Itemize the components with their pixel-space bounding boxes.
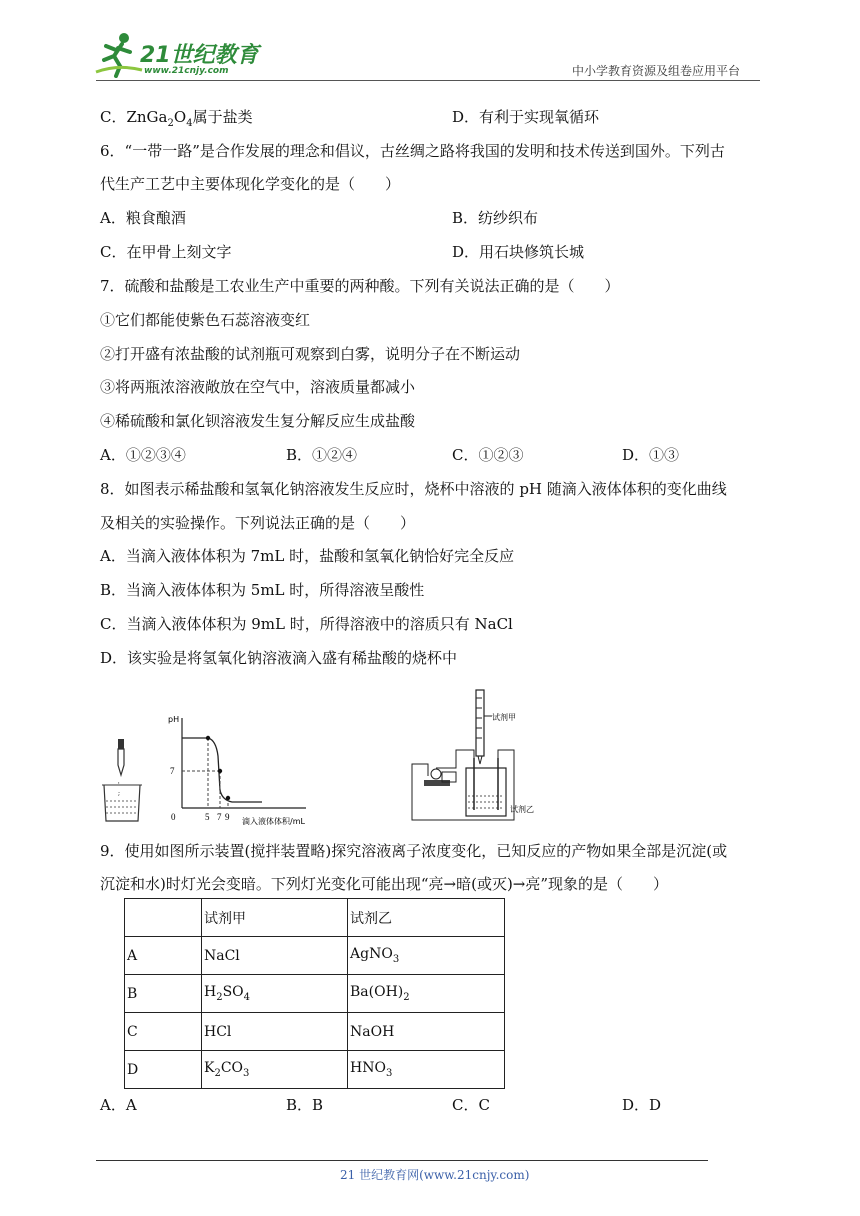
row-label: D	[125, 1051, 202, 1089]
footer-rule	[96, 1160, 708, 1161]
yi-cell: AgNO$_3$	[348, 937, 505, 975]
x-tick-5: 5	[205, 812, 210, 822]
x-tick-7: 7	[217, 812, 222, 822]
header-logo	[94, 30, 264, 80]
q6-option-b: B．纺纱织布	[452, 209, 539, 227]
table-header-cell: 试剂甲	[202, 899, 348, 937]
jia-cell: NaCl	[202, 937, 348, 975]
point-5ml	[206, 736, 210, 740]
table-row	[125, 937, 505, 975]
jia-cell: HCl	[202, 1013, 348, 1051]
row-label: C	[125, 1013, 202, 1051]
q7-option-a: A．①②③④	[100, 446, 186, 464]
footer-link[interactable]: 21 世纪教育网(www.21cnjy.com)	[340, 1168, 530, 1182]
reagent-yi-label: 试剂乙	[510, 805, 534, 814]
q8-option-c: C．当滴入液体体积为 9mL 时，所得溶液中的溶质只有 NaCl	[100, 615, 513, 633]
q8-stem-line2: 及相关的实验操作。下列说法正确的是（ ）	[100, 514, 416, 532]
q5-option-d: D．有利于实现氧循环	[452, 108, 600, 126]
header-right-text: 中小学教育资源及组卷应用平台	[572, 64, 741, 78]
q7-statement-2: ②打开盛有浓盐酸的试剂瓶可观察到白雾，说明分子在不断运动	[100, 345, 521, 363]
runner-logo-icon	[94, 30, 144, 78]
q7-option-b: B．①②④	[286, 446, 358, 464]
ph-axis-label: pH	[168, 715, 180, 724]
q6-option-c: C．在甲骨上刻文字	[100, 243, 232, 261]
logo-url-text: www.21cnjy.com	[144, 66, 229, 76]
table-header-cell	[125, 899, 202, 937]
dropper-beaker-figure	[96, 735, 146, 825]
x-tick-0: 0	[171, 812, 176, 822]
svg-text:;: ;	[118, 790, 121, 797]
q7-stem: 7．硫酸和盐酸是工农业生产中重要的两种酸。下列有关说法正确的是（ ）	[100, 277, 620, 295]
header-rule	[96, 80, 760, 81]
q5-option-c: C．$ZnGa_2O_4$属于盐类	[100, 108, 253, 129]
table-header-cell: 试剂乙	[348, 899, 505, 937]
q9-option-a: A．A	[100, 1096, 137, 1114]
yi-cell: NaOH	[348, 1013, 505, 1051]
x-tick-9: 9	[225, 812, 230, 822]
q7-option-d: D．①③	[622, 446, 680, 464]
q9-option-c: C．C	[452, 1096, 490, 1114]
row-label: B	[125, 975, 202, 1013]
jia-cell: $H_2SO_4$	[202, 975, 348, 1013]
q7-statement-4: ④稀硫酸和氯化钡溶液发生复分解反应生成盐酸	[100, 412, 416, 430]
q6-option-d: D．用石块修筑长城	[452, 243, 585, 261]
logo-main-text: 21世纪教育	[140, 43, 259, 68]
q7-option-c: C．①②③	[452, 446, 524, 464]
q9-option-d: D．D	[622, 1096, 662, 1114]
bulb-icon	[431, 769, 441, 779]
yi-cell: $Ba(OH)_2$	[348, 975, 505, 1013]
q6-option-a: A．粮食酿酒	[100, 209, 186, 227]
yi-cell: $HNO_3$	[348, 1051, 505, 1089]
ph-graph	[166, 708, 316, 830]
q8-option-a: A．当滴入液体体积为 7mL 时，盐酸和氢氧化钠恰好完全反应	[100, 547, 515, 565]
x-axis-label: 滴入液体体积/mL	[242, 817, 305, 826]
q6-stem-line2: 代生产工艺中主要体现化学变化的是（ ）	[100, 175, 401, 193]
q7-statement-3: ③将两瓶浓溶液敞放在空气中，溶液质量都减小	[100, 378, 416, 396]
q7-statement-1: ①它们都能使紫色石蕊溶液变红	[100, 311, 311, 329]
q6-stem-line1: 6．“一带一路”是合作发展的理念和倡议，古丝绸之路将我国的发明和技术传送到国外。下列古	[100, 142, 725, 160]
row-label: A	[125, 937, 202, 975]
table-row	[125, 975, 505, 1013]
conductivity-apparatus-figure	[406, 688, 566, 824]
point-7ml	[218, 769, 222, 773]
q8-stem-line1: 8．如图表示稀盐酸和氢氧化钠溶液发生反应时，烧杯中溶液的 pH 随滴入液体体积的变化曲线	[100, 480, 727, 498]
table-row	[125, 1013, 505, 1051]
table-row	[125, 1051, 505, 1089]
q8-option-d: D．该实验是将氢氧化钠溶液滴入盛有稀盐酸的烧杯中	[100, 649, 458, 667]
ph-7-tick: 7	[170, 766, 175, 776]
table-header-row	[125, 899, 505, 937]
jia-cell: $K_2CO_3$	[202, 1051, 348, 1089]
q9-stem-line2: 沉淀和水)时灯光会变暗。下列灯光变化可能出现“亮→暗(或灭)→亮”现象的是（ ）	[100, 875, 669, 893]
q8-option-b: B．当滴入液体体积为 5mL 时，所得溶液呈酸性	[100, 581, 425, 599]
point-9ml	[226, 796, 230, 800]
q9-option-b: B．B	[286, 1096, 324, 1114]
q9-stem-line1: 9．使用如图所示装置(搅拌装置略)探究溶液离子浓度变化，已知反应的产物如果全部是沉淀(或	[100, 842, 728, 860]
q9-reagent-table	[124, 898, 505, 1089]
reagent-jia-label: 试剂甲	[492, 713, 516, 722]
